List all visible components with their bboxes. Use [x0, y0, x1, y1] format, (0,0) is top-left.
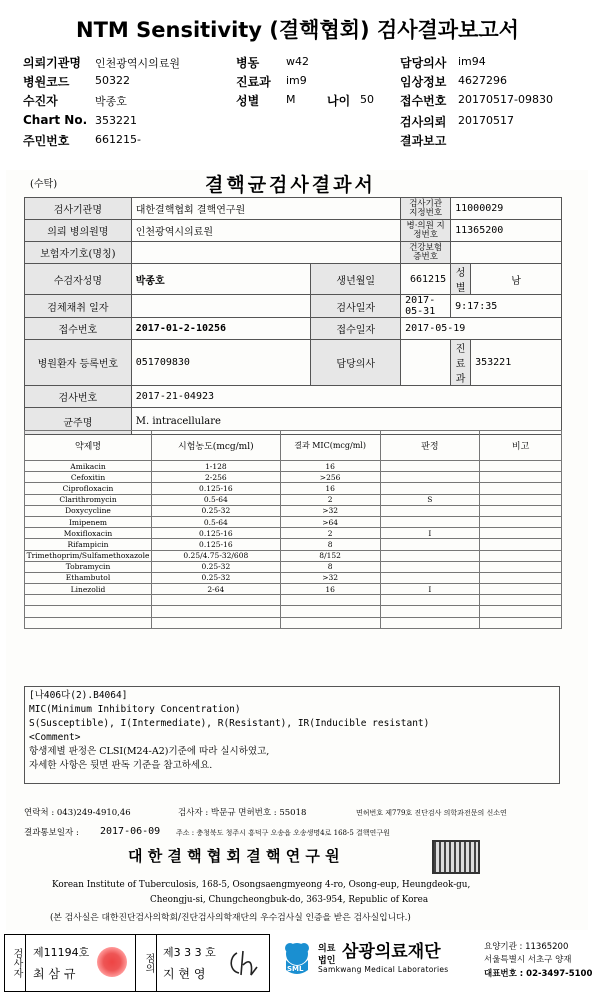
drug-cell-empty — [151, 617, 280, 628]
drug-cell-mic: 8 — [280, 561, 380, 572]
lab-contact-1: 요양기관 : 11365200 — [484, 942, 569, 952]
value-sex: M — [286, 93, 296, 106]
value-patient: 박종호 — [95, 95, 127, 108]
drug-cell-remark — [480, 505, 562, 516]
value-chart-no: 353221 — [95, 114, 137, 127]
drug-row — [25, 516, 562, 527]
label-designation: 검사기관 지정번호 — [401, 198, 451, 220]
drug-cell-mic: >32 — [280, 505, 380, 516]
label-department: 진료과 — [236, 75, 271, 89]
drug-cell-range: 0.25/4.75-32/608 — [151, 550, 280, 561]
drug-row — [25, 483, 562, 494]
examiner-seal — [97, 947, 127, 977]
drug-cell-empty — [25, 595, 152, 606]
label-doctor-2: 담당의사 — [311, 340, 401, 386]
drug-cell-mic: 8 — [280, 539, 380, 550]
drug-cell-remark — [480, 584, 562, 595]
drug-row — [25, 461, 562, 472]
drug-row-empty — [25, 617, 562, 628]
drug-cell-drug: Ethambutol — [25, 572, 152, 583]
drug-cell-interp — [380, 572, 480, 583]
drug-row — [25, 584, 562, 595]
label-ward: 병동 — [236, 56, 260, 70]
label-strain: 균주명 — [25, 408, 132, 435]
drug-cell-empty — [151, 595, 280, 606]
label-hospital-code: 병원코드 — [23, 75, 70, 89]
value-department: im9 — [286, 74, 307, 87]
drug-cell-interp — [380, 483, 480, 494]
value-test-date: 2017-05-31 — [401, 295, 451, 318]
certification-line: (본 검사실은 대한진단검사의학회/진단검사의학재단의 우수검사실 인증을 받은 검사실입니다.) — [50, 913, 411, 923]
value-clinical-info: 4627296 — [458, 74, 507, 87]
drug-cell-interp — [380, 505, 480, 516]
drug-cell-remark — [480, 494, 562, 505]
value-dept-2: 353221 — [471, 340, 562, 386]
label-client-no: 병·의원 지정번호 — [401, 220, 451, 242]
page-title: NTM Sensitivity (결핵협회) 검사결과보고서 — [76, 18, 519, 42]
institute-seal — [432, 840, 480, 874]
drug-cell-drug: Trimethoprim/Sulfamethoxazole — [25, 550, 152, 561]
label-institution: 검사기관명 — [25, 198, 132, 220]
col-remark: 비고 — [480, 431, 562, 461]
label-patient: 수진자 — [23, 94, 58, 108]
label-collect: 검체채취 일자 — [25, 295, 132, 318]
value-institution: 대한결핵협회 결핵연구원 — [131, 198, 400, 220]
drug-cell-remark — [480, 516, 562, 527]
drug-cell-drug: Amikacin — [25, 461, 152, 472]
drug-row-empty — [25, 595, 562, 606]
drug-cell-range: 0.5-64 — [151, 494, 280, 505]
reviewer-no: 제3 3 3 호 — [163, 946, 216, 959]
drug-cell-empty — [380, 617, 480, 628]
corner-tag: (수탁) — [30, 179, 58, 190]
label-age: 나이 — [327, 94, 351, 108]
drug-cell-interp — [380, 472, 480, 483]
drug-cell-mic: 2 — [280, 528, 380, 539]
drug-row — [25, 572, 562, 583]
drug-row-empty — [25, 606, 562, 617]
label-receipt-no: 접수번호 — [400, 94, 447, 108]
drug-cell-drug: Imipenem — [25, 516, 152, 527]
address-line: 주소 : 충청북도 청주시 흥덕구 오송읍 오송생명4로 168-5 결핵연구원 — [176, 829, 390, 837]
value-test-time: 9:17:35 — [451, 295, 562, 318]
value-client: 인천광역시의료원 — [131, 220, 400, 242]
drug-cell-empty — [280, 595, 380, 606]
label-clinical-info: 임상정보 — [400, 75, 447, 89]
institute-name-kr: 대 한 결 핵 협 회 결 핵 연 구 원 — [128, 847, 340, 865]
drug-cell-drug: Ciprofloxacin — [25, 483, 152, 494]
drug-cell-interp — [380, 539, 480, 550]
lab-contact-2: 서울특별시 서초구 양재 — [484, 955, 572, 965]
drug-cell-mic: 16 — [280, 461, 380, 472]
drug-cell-interp — [380, 550, 480, 561]
report-title: 결핵균검사결과서 — [205, 174, 376, 196]
drug-row — [25, 561, 562, 572]
value-insurer — [131, 242, 400, 264]
drug-cell-range: 0.125-16 — [151, 528, 280, 539]
drug-cell-interp — [380, 516, 480, 527]
notes-box — [24, 686, 560, 784]
drug-cell-empty — [25, 617, 152, 628]
note-line: MIC(Minimum Inhibitory Concentration) — [29, 704, 241, 715]
info-table — [24, 197, 562, 435]
drug-cell-mic: >64 — [280, 516, 380, 527]
drug-cell-range: 0.125-16 — [151, 539, 280, 550]
report-date-value: 2017-06-09 — [100, 826, 161, 837]
reviewer-tag: 점의 — [135, 935, 157, 991]
license-line: 면허번호 제779호 진단검사 의학과전문의 신소연 — [356, 809, 507, 817]
examiner-line: 검사자 : 박문규 면허번호 : 55018 — [178, 808, 307, 818]
label-health-insurance: 건강보험 증번호 — [401, 242, 451, 264]
drug-cell-interp: I — [380, 584, 480, 595]
drug-cell-mic: >32 — [280, 572, 380, 583]
drug-cell-empty — [151, 606, 280, 617]
drug-cell-remark — [480, 528, 562, 539]
note-line: [나406다(2).B4064] — [29, 690, 128, 701]
value-receipt-date: 2017-05-19 — [401, 318, 562, 340]
drug-cell-interp — [380, 461, 480, 472]
drug-cell-remark — [480, 550, 562, 561]
sml-logo-icon — [278, 938, 316, 978]
drug-cell-remark — [480, 483, 562, 494]
value-strain: M. intracellulare — [131, 408, 561, 435]
drug-cell-empty — [280, 606, 380, 617]
label-dept-2: 진료과 — [451, 340, 471, 386]
drug-cell-drug: Rifampicin — [25, 539, 152, 550]
drug-cell-interp: S — [380, 494, 480, 505]
label-receipt-date: 접수일자 — [311, 318, 401, 340]
drug-cell-empty — [25, 606, 152, 617]
value-doctor: im94 — [458, 55, 486, 68]
note-line: 항생제별 판정은 CLSI(M24-A2)기준에 따라 실시하였고, — [29, 746, 270, 757]
value-doctor-2 — [401, 340, 451, 386]
col-drug: 약제명 — [25, 431, 152, 461]
drug-cell-range: 0.5-64 — [151, 516, 280, 527]
drug-table-body — [25, 461, 562, 629]
label-client: 의뢰 병의원명 — [25, 220, 132, 242]
drug-cell-mic: 16 — [280, 584, 380, 595]
col-mic: 결과 MIC(mcg/ml) — [280, 431, 380, 461]
col-interp: 판정 — [380, 431, 480, 461]
drug-cell-remark — [480, 539, 562, 550]
reviewer-name: 지 현 영 — [163, 967, 206, 981]
drug-cell-range: 1-128 — [151, 461, 280, 472]
value-test-no: 2017-21-04923 — [131, 386, 561, 408]
lab-contact-3: 대표번호 : 02-3497-5100 — [484, 969, 593, 979]
drug-cell-range: 2-64 — [151, 584, 280, 595]
drug-cell-empty — [380, 606, 480, 617]
signature-box — [4, 934, 270, 992]
reviewer-signature — [227, 947, 263, 979]
drug-cell-mic: 8/152 — [280, 550, 380, 561]
drug-cell-range: 0.125-16 — [151, 483, 280, 494]
drug-cell-drug: Moxifloxacin — [25, 528, 152, 539]
drug-cell-remark — [480, 572, 562, 583]
note-line: <Comment> — [29, 732, 81, 743]
label-receipt: 접수번호 — [25, 318, 132, 340]
label-client-institution: 의뢰기관명 — [23, 56, 81, 70]
value-age: 50 — [360, 93, 374, 106]
label-doctor: 담당의사 — [400, 56, 447, 70]
label-sex: 성별 — [236, 94, 260, 108]
drug-cell-mic: 16 — [280, 483, 380, 494]
drug-cell-drug: Cefoxitin — [25, 472, 152, 483]
drug-cell-remark — [480, 561, 562, 572]
drug-table — [24, 430, 562, 629]
drug-row — [25, 528, 562, 539]
label-insurer: 보험자기호(명칭) — [25, 242, 132, 264]
drug-cell-drug: Doxycycline — [25, 505, 152, 516]
label-birth: 생년월일 — [311, 264, 401, 295]
note-line: 자세한 사항은 뒷면 판독 기준을 참고하세요. — [29, 760, 213, 771]
logo-text: SML — [287, 965, 304, 973]
label-resident-no: 주민번호 — [23, 134, 70, 148]
value-receipt-no: 20170517-09830 — [458, 93, 553, 106]
label-sex-2: 성별 — [451, 264, 471, 295]
drug-cell-empty — [380, 595, 480, 606]
org-name-en: Samkwang Medical Laboratories — [318, 965, 449, 974]
label-name: 수검자성명 — [25, 264, 132, 295]
drug-cell-mic: 2 — [280, 494, 380, 505]
value-hospital-reg: 051709830 — [131, 340, 311, 386]
value-collect — [131, 295, 311, 318]
col-range: 시험농도(mcg/ml) — [151, 431, 280, 461]
label-hospital-reg: 병원환자 등록번호 — [25, 340, 132, 386]
drug-cell-remark — [480, 472, 562, 483]
label-result-report: 결과보고 — [400, 134, 447, 148]
drug-cell-drug: Tobramycin — [25, 561, 152, 572]
label-chart-no: Chart No. — [23, 113, 88, 127]
drug-row — [25, 550, 562, 561]
value-health-insurance — [451, 242, 562, 264]
drug-cell-range: 0.25-32 — [151, 561, 280, 572]
drug-cell-interp: I — [380, 528, 480, 539]
drug-cell-mic: >256 — [280, 472, 380, 483]
label-test-no: 검사번호 — [25, 386, 132, 408]
value-resident-no: 661215- — [95, 133, 141, 146]
value-designation: 11000029 — [451, 198, 562, 220]
label-test-date: 검사일자 — [311, 295, 401, 318]
report-date-label: 결과통보일자 : — [24, 828, 79, 838]
drug-row — [25, 494, 562, 505]
value-hospital-code: 50322 — [95, 74, 130, 87]
value-test-request: 20170517 — [458, 114, 514, 127]
value-client-no: 11365200 — [451, 220, 562, 242]
drug-cell-empty — [480, 595, 562, 606]
value-client-institution: 인천광역시의료원 — [95, 57, 181, 70]
note-line: S(Susceptible), I(Intermediate), R(Resistant), IR(Inducible resistant) — [29, 718, 430, 729]
drug-cell-range: 0.25-32 — [151, 505, 280, 516]
value-name: 박종호 — [131, 264, 311, 295]
header-info — [0, 54, 595, 150]
drug-cell-remark — [480, 461, 562, 472]
drug-row — [25, 539, 562, 550]
drug-row — [25, 505, 562, 516]
drug-cell-empty — [480, 606, 562, 617]
examiner-tag: 검사자 — [5, 935, 26, 991]
value-ward: w42 — [286, 55, 309, 68]
drug-cell-empty — [480, 617, 562, 628]
institute-address-en-2: Cheongju-si, Chungcheongbuk-do, 363-954, Republic of Korea — [150, 895, 429, 905]
org-type-2: 법인 — [318, 956, 336, 966]
contact-line: 연락처 : 043)249-4910,46 — [24, 808, 131, 818]
drug-cell-drug: Clarithromycin — [25, 494, 152, 505]
value-birth: 661215 — [401, 264, 451, 295]
drug-cell-empty — [280, 617, 380, 628]
org-type-1: 의료 — [318, 944, 336, 954]
examiner-no: 제11194호 — [33, 946, 90, 959]
value-receipt: 2017-01-2-10256 — [131, 318, 311, 340]
drug-cell-range: 0.25-32 — [151, 572, 280, 583]
drug-cell-drug: Linezolid — [25, 584, 152, 595]
drug-row — [25, 472, 562, 483]
institute-address-en-1: Korean Institute of Tuberculosis, 168-5, Osongsaengmyeong 4-ro, Osong-eup, Heungdeok-gu, — [52, 880, 471, 890]
org-name: 삼광의료재단 — [342, 942, 441, 962]
drug-cell-range: 2-256 — [151, 472, 280, 483]
examiner-name: 최 삼 규 — [33, 967, 76, 981]
value-sex-2: 남 — [471, 264, 562, 295]
label-test-request: 검사의뢰 — [400, 115, 447, 129]
drug-cell-interp — [380, 561, 480, 572]
